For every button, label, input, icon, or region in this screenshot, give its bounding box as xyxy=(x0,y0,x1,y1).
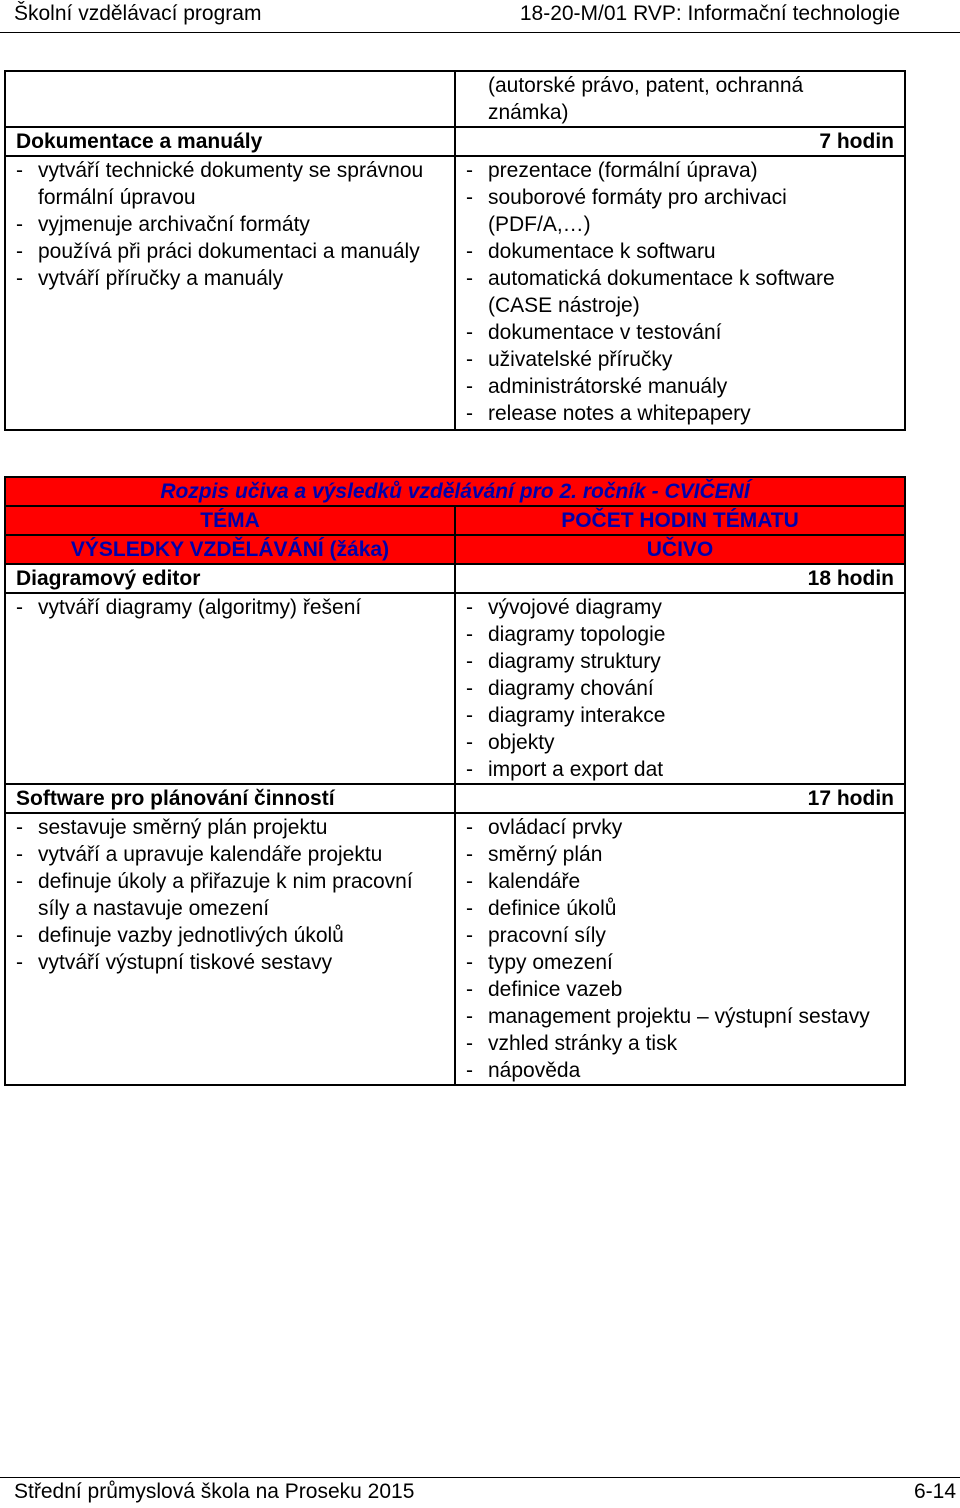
list-item: - typy omezení xyxy=(466,949,894,976)
empty-cell xyxy=(5,71,455,127)
header-program: Školní vzdělávací program xyxy=(14,2,262,25)
content-list xyxy=(466,157,894,427)
content-cell xyxy=(455,813,905,1085)
list-item: - definuje vazby jednotlivých úkolů xyxy=(16,922,444,949)
results-list xyxy=(16,157,444,292)
list-item: - vzhled stránky a tisk xyxy=(466,1030,894,1057)
list-item: - administrátorské manuály xyxy=(466,373,894,400)
table-row xyxy=(5,813,905,1085)
list-item: - směrný plán xyxy=(466,841,894,868)
list-item: - definuje úkoly a přiřazuje k nim pracovní síly a nastavuje omezení xyxy=(16,868,444,922)
list-item: - používá při práci dokumentaci a manuály xyxy=(16,238,444,265)
page-header xyxy=(14,2,900,32)
results-cell xyxy=(5,593,455,784)
list-item: - release notes a whitepapery xyxy=(466,400,894,427)
list-item: - definice vazeb xyxy=(466,976,894,1003)
col-header-content: UČIVO xyxy=(455,535,905,564)
list-item: - souborové formáty pro archivaci (PDF/A,…) xyxy=(466,184,894,238)
topic-hours: 17 hodin xyxy=(455,784,905,813)
table-row xyxy=(5,156,905,430)
list-item: - kalendáře xyxy=(466,868,894,895)
list-item: - vytváří technické dokumenty se správnou formální úpravou xyxy=(16,157,444,211)
results-cell xyxy=(5,156,455,430)
header-divider xyxy=(0,32,960,33)
list-item: - definice úkolů xyxy=(466,895,894,922)
page-number: 6-14 xyxy=(913,1480,956,1503)
topic-hours: 18 hodin xyxy=(455,564,905,593)
footer-school: Střední průmyslová škola na Proseku 2015 xyxy=(14,1480,415,1503)
table-header-row xyxy=(5,535,905,564)
list-item: - objekty xyxy=(466,729,894,756)
table-row xyxy=(5,593,905,784)
col-header-theme: TÉMA xyxy=(5,506,455,535)
list-item: - automatická dokumentace k software (CASE nástroje) xyxy=(466,265,894,319)
curriculum-table-2 xyxy=(4,476,906,1086)
results-cell xyxy=(5,813,455,1085)
list-item: - sestavuje směrný plán projektu xyxy=(16,814,444,841)
list-item: - pracovní síly xyxy=(466,922,894,949)
topic-hours: 7 hodin xyxy=(455,127,905,156)
table-row xyxy=(5,127,905,156)
content-cell xyxy=(455,156,905,430)
list-item: - vývojové diagramy xyxy=(466,594,894,621)
list-item: - ovládací prvky xyxy=(466,814,894,841)
topic-title: Software pro plánování činností xyxy=(5,784,455,813)
list-item: - vytváří výstupní tiskové sestavy xyxy=(16,949,444,976)
list-item: - vyjmenuje archivační formáty xyxy=(16,211,444,238)
continued-content xyxy=(455,71,905,127)
list-item: - vytváří příručky a manuály xyxy=(16,265,444,292)
list-item: - dokumentace v testování xyxy=(466,319,894,346)
content-list xyxy=(466,814,894,1084)
table-row xyxy=(5,564,905,593)
table-title-row xyxy=(5,477,905,506)
results-list xyxy=(16,594,444,621)
list-item: - vytváří a upravuje kalendáře projektu xyxy=(16,841,444,868)
page-footer xyxy=(14,1478,956,1506)
continued-line: (autorské právo, patent, ochranná xyxy=(488,74,804,97)
curriculum-table-1 xyxy=(4,70,906,431)
results-list xyxy=(16,814,444,976)
table-row xyxy=(5,71,905,127)
list-item: - diagramy struktury xyxy=(466,648,894,675)
table-title: Rozpis učiva a výsledků vzdělávání pro 2. ročník - CVIČENÍ xyxy=(5,477,905,506)
topic-title: Diagramový editor xyxy=(5,564,455,593)
list-item: - nápověda xyxy=(466,1057,894,1084)
table-header-row xyxy=(5,506,905,535)
list-item: - diagramy topologie xyxy=(466,621,894,648)
content-cell xyxy=(455,593,905,784)
col-header-results: VÝSLEDKY VZDĚLÁVÁNÍ (žáka) xyxy=(5,535,455,564)
table-row xyxy=(5,784,905,813)
list-item: - diagramy interakce xyxy=(466,702,894,729)
list-item: - vytváří diagramy (algoritmy) řešení xyxy=(16,594,444,621)
list-item: - diagramy chování xyxy=(466,675,894,702)
list-item: - uživatelské příručky xyxy=(466,346,894,373)
col-header-hours: POČET HODIN TÉMATU xyxy=(455,506,905,535)
list-item: - prezentace (formální úprava) xyxy=(466,157,894,184)
list-item: - import a export dat xyxy=(466,756,894,783)
content-list xyxy=(466,594,894,783)
list-item: - management projektu – výstupní sestavy xyxy=(466,1003,894,1030)
topic-title: Dokumentace a manuály xyxy=(5,127,455,156)
header-rvp: 18-20-M/01 RVP: Informační technologie xyxy=(519,2,900,25)
continued-line: známka) xyxy=(488,101,569,124)
list-item: - dokumentace k softwaru xyxy=(466,238,894,265)
